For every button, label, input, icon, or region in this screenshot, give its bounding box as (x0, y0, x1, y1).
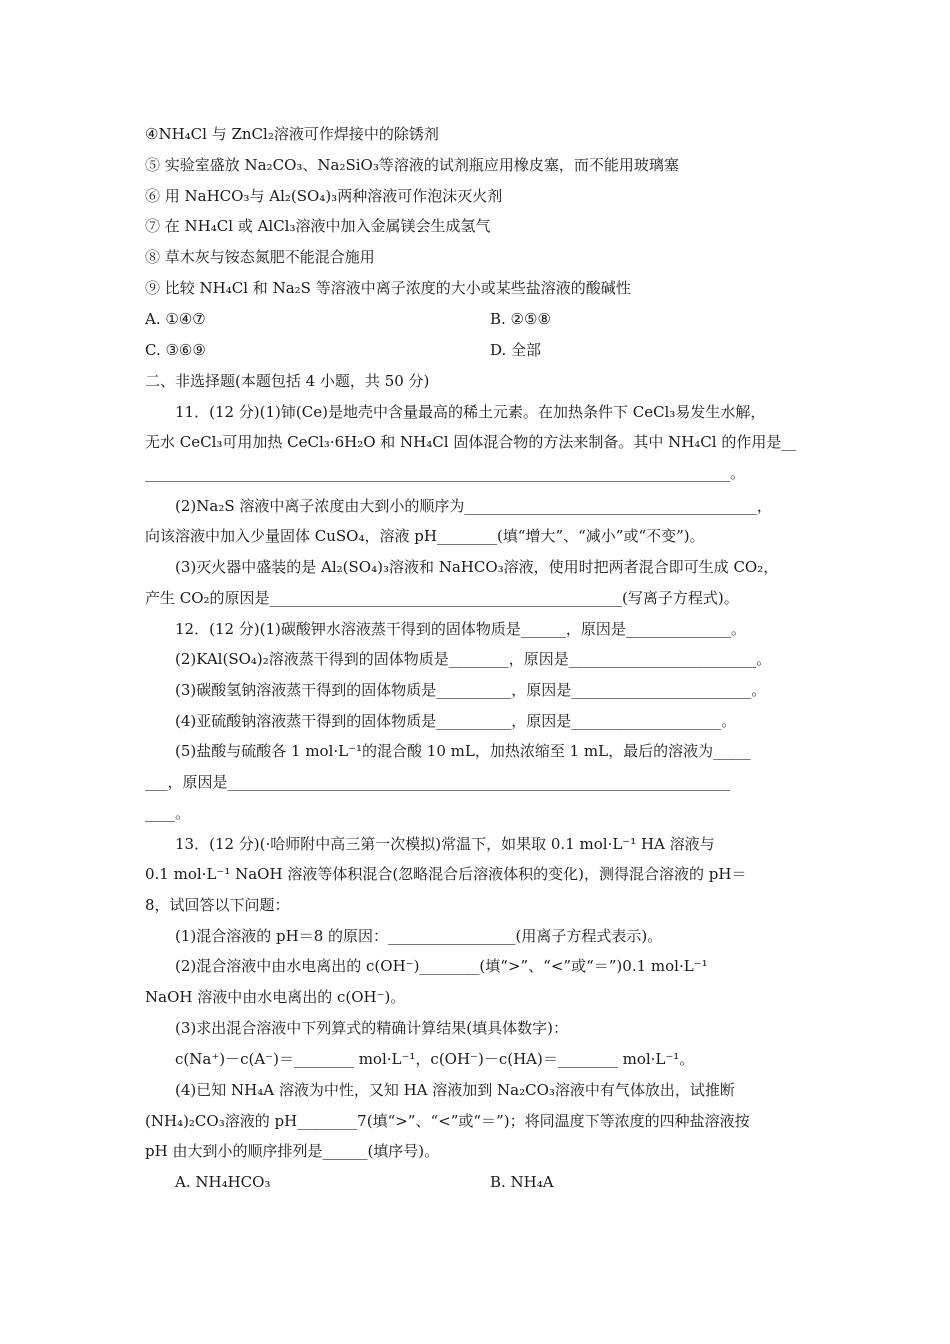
option-a: A. ①④⑦ (145, 310, 206, 328)
q11-line2: 无水 CeCl₃可用加热 CeCl₃·6H₂O 和 NH₄Cl 固体混合物的方法来制备。其中 NH₄Cl 的作用是__ (145, 433, 797, 451)
q13-line8: c(Na⁺)－c(A⁻)＝________ mol·L⁻¹，c(OH⁻)－c(HA)＝________ mol·L⁻¹。 (175, 1050, 695, 1068)
q12-line2: (2)KAl(SO₄)₂溶液蒸干得到的固体物质是________，原因是_________________________。 (175, 650, 772, 668)
item-6: ⑥ 用 NaHCO₃与 Al₂(SO₄)₃两种溶液可作泡沫灭火剂 (145, 187, 503, 205)
q12-line1: 12．(12 分)(1)碳酸钾水溶液蒸干得到的固体物质是______，原因是______________。 (175, 620, 746, 638)
item-4: ④NH₄Cl 与 ZnCl₂溶液可作焊接中的除锈剂 (145, 125, 439, 143)
q11-line3: ______________________________________________________________________________。 (145, 464, 746, 482)
q11-line1: 11．(12 分)(1)铈(Ce)是地壳中含量最高的稀土元素。在加热条件下 CeCl₃易发生水解， (175, 403, 766, 421)
item-8: ⑧ 草木灰与铵态氮肥不能混合施用 (145, 248, 375, 266)
option-b: B. ②⑤⑧ (490, 310, 551, 328)
q13-line9: (4)已知 NH₄A 溶液为中性，又知 HA 溶液加到 Na₂CO₃溶液中有气体放出，试推断 (175, 1081, 735, 1099)
q11-line6: (3)灭火器中盛装的是 Al₂(SO₄)₃溶液和 NaHCO₃溶液，使用时把两者混合即可生成 CO₂， (175, 558, 779, 576)
q12-line5: (5)盐酸与硫酸各 1 mol·L⁻¹的混合酸 10 mL，加热浓缩至 1 mL，最后的溶液为_____ (175, 742, 751, 760)
q13-line4: (1)混合溶液的 pH＝8 的原因：_________________(用离子方程式表示)。 (175, 927, 663, 945)
q13-option-a: A. NH₄HCO₃ (175, 1173, 271, 1191)
item-7: ⑦ 在 NH₄Cl 或 AlCl₃溶液中加入金属镁会生成氢气 (145, 217, 491, 235)
q12-line7: ____。 (145, 804, 191, 822)
q13-line2: 0.1 mol·L⁻¹ NaOH 溶液等体积混合(忽略混合后溶液体积的变化)，测得混合溶液的 pH＝ (145, 865, 747, 883)
option-c: C. ③⑥⑨ (145, 341, 206, 359)
q11-line5: 向该溶液中加入少量固体 CuSO₄，溶液 pH________(填“增大”、“减小”或“不变”)。 (145, 527, 705, 545)
q13-line7: (3)求出混合溶液中下列算式的精确计算结果(填具体数字)： (175, 1019, 568, 1037)
q13-line6: NaOH 溶液中由水电离出的 c(OH⁻)。 (145, 988, 406, 1006)
item-5: ⑤ 实验室盛放 Na₂CO₃、Na₂SiO₃等溶液的试剂瓶应用橡皮塞，而不能用玻璃塞 (145, 156, 679, 174)
q11-line7: 产生 CO₂的原因是_______________________________________________(写离子方程式)。 (145, 589, 739, 607)
q13-line1: 13．(12 分)(·哈师附中高三第一次模拟)常温下，如果取 0.1 mol·L⁻¹ HA 溶液与 (175, 835, 715, 853)
q13-line11: pH 由大到小的顺序排列是______(填序号)。 (145, 1142, 440, 1160)
q11-line4: (2)Na₂S 溶液中离子浓度由大到小的顺序为_______________________________________， (175, 497, 772, 515)
item-9: ⑨ 比较 NH₄Cl 和 Na₂S 等溶液中离子浓度的大小或某些盐溶液的酸碱性 (145, 279, 631, 297)
option-d: D. 全部 (490, 341, 542, 359)
q12-line4: (4)亚硫酸钠溶液蒸干得到的固体物质是__________，原因是____________________。 (175, 712, 737, 730)
q13-line5: (2)混合溶液中由水电离出的 c(OH⁻)________(填“>”、“<”或“＝”)0.1 mol·L⁻¹ (175, 957, 708, 975)
q12-line3: (3)碳酸氢钠溶液蒸干得到的固体物质是__________，原因是________________________。 (175, 681, 767, 699)
section-heading: 二、非选择题(本题包括 4 小题，共 50 分) (145, 372, 430, 390)
q13-option-b: B. NH₄A (490, 1173, 554, 1191)
q13-line10: (NH₄)₂CO₃溶液的 pH________7(填“>”、“<”或“＝”)；将同温度下等浓度的四种盐溶液按 (145, 1112, 750, 1130)
q12-line6: ___，原因是___________________________________________________________________ (145, 773, 731, 791)
q13-line3: 8，试回答以下问题： (145, 896, 290, 914)
